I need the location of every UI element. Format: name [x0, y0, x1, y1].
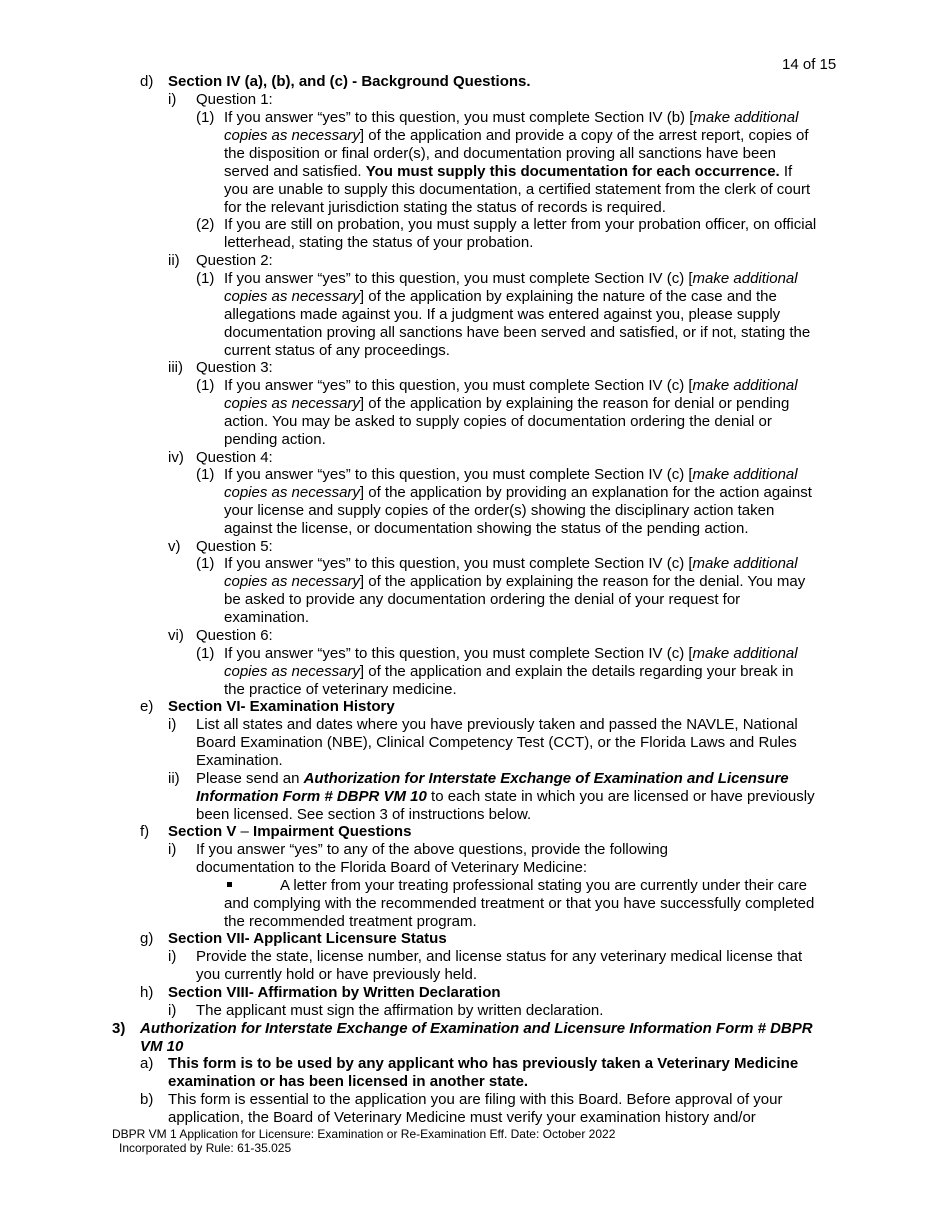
paragraph-line — [224, 109, 798, 127]
list-marker: h) — [140, 984, 154, 1001]
text: – — [236, 823, 254, 840]
paragraph-line: for the relevant jurisdiction stating the status of records is required. — [224, 199, 666, 216]
paragraph-line — [196, 770, 789, 788]
form-title: Information Form # DBPR VM 10 — [196, 788, 427, 805]
list-marker: (1) — [196, 377, 215, 394]
paragraph-line — [196, 788, 815, 806]
text: make additional — [692, 645, 798, 662]
paragraph-line — [224, 163, 792, 181]
paragraph-line: A letter from your treating professional stating you are currently under their care — [280, 877, 807, 894]
text: If you answer “yes” to this question, you must complete Section IV (c) [ — [224, 377, 693, 394]
text: copies as necessary — [224, 395, 360, 412]
text: copies as necessary — [224, 127, 360, 144]
paragraph-line: the recommended treatment program. — [224, 913, 477, 930]
text: make additional — [693, 109, 799, 126]
paragraph-line: action. You may be asked to supply copies of documentation ordering the denial or — [224, 413, 772, 430]
paragraph-line: current status of any proceedings. — [224, 342, 450, 359]
list-marker: a) — [140, 1055, 154, 1072]
paragraph-line — [224, 484, 812, 502]
question-title: Question 5: — [196, 538, 273, 555]
text: If you answer “yes” to this question, you must complete Section IV (c) [ — [224, 270, 693, 287]
list-marker: iii) — [168, 359, 183, 376]
paragraph-line: you are unable to supply this documentation, a certified statement from the clerk of court — [224, 181, 811, 198]
section-heading — [168, 823, 411, 841]
list-marker: (1) — [196, 645, 215, 662]
text: make additional — [692, 466, 798, 483]
text: make additional — [692, 555, 798, 572]
paragraph-line: be asked to provide any documentation ordering the denial of your request for — [224, 591, 741, 608]
paragraph-line: documentation proving all sanctions have been served and satisfied, or if not, stating the — [224, 324, 811, 341]
paragraph-line: you currently hold or have previously held. — [196, 966, 477, 983]
paragraph-line: examination or has been licensed in another state. — [168, 1073, 529, 1090]
paragraph-line: Provide the state, license number, and license status for any veterinary medical license that — [196, 948, 803, 965]
section-heading: Section VI- Examination History — [168, 698, 395, 715]
paragraph-line: If you are still on probation, you must supply a letter from your probation officer, on official — [224, 216, 817, 233]
paragraph-line: the practice of veterinary medicine. — [224, 681, 457, 698]
text: to each state in which you are licensed or have previously — [426, 788, 815, 805]
paragraph-line: letterhead, stating the status of your probation. — [224, 234, 534, 251]
text: make additional — [692, 270, 798, 287]
paragraph-line: This form is to be used by any applicant who has previously taken a Veterinary Medicine — [168, 1055, 799, 1072]
text: If you answer “yes” to this question, you must complete Section IV (b) [ — [224, 109, 694, 126]
paragraph-line: If you answer “yes” to any of the above questions, provide the following — [196, 841, 668, 858]
paragraph-line: the disposition or final order(s), and documentation proving all sanctions have been — [224, 145, 776, 162]
text: Section V — [168, 823, 237, 840]
paragraph-line — [224, 466, 798, 484]
text: ] of the application and provide a copy of the arrest report, copies of — [359, 127, 809, 144]
list-marker: ii) — [168, 770, 180, 787]
text: ] of the application by explaining the nature of the case and the — [359, 288, 777, 305]
paragraph-line: The applicant must sign the affirmation by written declaration. — [196, 1002, 604, 1019]
text: ] of the application by providing an explanation for the action against — [359, 484, 812, 501]
list-marker: (1) — [196, 270, 215, 287]
text: make additional — [692, 377, 798, 394]
list-marker: i) — [168, 1002, 177, 1019]
list-marker: (2) — [196, 216, 215, 233]
paragraph-line — [224, 573, 805, 591]
text: copies as necessary — [224, 288, 360, 305]
list-marker: i) — [168, 948, 177, 965]
paragraph-line: pending action. — [224, 431, 326, 448]
list-marker: (1) — [196, 466, 215, 483]
paragraph-line: been licensed. See section 3 of instructions below. — [196, 806, 532, 823]
paragraph-line: This form is essential to the application you are filing with this Board. Before approval of your — [168, 1091, 783, 1108]
question-title: Question 2: — [196, 252, 273, 269]
paragraph-line — [224, 395, 789, 413]
list-marker: 3) — [112, 1020, 126, 1037]
text: If you answer “yes” to this question, you must complete Section IV (c) [ — [224, 466, 693, 483]
text: copies as necessary — [224, 663, 360, 680]
footer-form-id: DBPR VM 1 Application for Licensure: Examination or Re-Examination Eff. Date: October 2022 — [112, 1127, 616, 1141]
list-marker: (1) — [196, 555, 215, 572]
list-marker: i) — [168, 841, 177, 858]
form-title: Authorization for Interstate Exchange of Examination and Licensure — [303, 770, 789, 787]
paragraph-line: documentation to the Florida Board of Veterinary Medicine: — [196, 859, 588, 876]
text: ] of the application by explaining the reason for the denial. You may — [359, 573, 806, 590]
paragraph-line — [224, 288, 777, 306]
text: If you answer “yes” to this question, you must complete Section IV (c) [ — [224, 555, 693, 572]
text: If you answer “yes” to this question, you must complete Section IV (c) [ — [224, 645, 693, 662]
paragraph-line — [224, 645, 798, 663]
question-title: Question 4: — [196, 449, 273, 466]
list-marker: v) — [168, 538, 181, 555]
text: ] of the application by explaining the reason for denial or pending — [359, 395, 790, 412]
list-marker: vi) — [168, 627, 184, 644]
footer-rule: Incorporated by Rule: 61-35.025 — [119, 1141, 292, 1155]
page-number: 14 of 15 — [782, 56, 837, 73]
paragraph-line: Board Examination (NBE), Clinical Competency Test (CCT), or the Florida Laws and Rules — [196, 734, 797, 751]
text: served and satisfied. — [224, 163, 366, 180]
paragraph-line — [224, 663, 794, 681]
paragraph-line: List all states and dates where you have previously taken and passed the NAVLE, National — [196, 716, 798, 733]
question-title: Question 1: — [196, 91, 273, 108]
question-title: Question 3: — [196, 359, 273, 376]
section-heading: VM 10 — [140, 1038, 184, 1055]
text: Impairment Questions — [253, 823, 412, 840]
paragraph-line: Examination. — [196, 752, 283, 769]
text: If — [779, 163, 793, 180]
section-heading: Section VIII- Affirmation by Written Declaration — [168, 984, 501, 1001]
paragraph-line: examination. — [224, 609, 310, 626]
section-heading: Section VII- Applicant Licensure Status — [168, 930, 447, 947]
question-title: Question 6: — [196, 627, 273, 644]
bullet-icon — [227, 877, 232, 895]
paragraph-line: application, the Board of Veterinary Medicine must verify your examination history and/or — [168, 1109, 756, 1126]
text: copies as necessary — [224, 484, 360, 501]
text: ] of the application and explain the details regarding your break in — [359, 663, 794, 680]
paragraph-line — [224, 377, 798, 395]
list-marker: ii) — [168, 252, 180, 269]
paragraph-line — [224, 270, 798, 288]
paragraph-line: allegations made against you. If a judgment was entered against you, please supply — [224, 306, 781, 323]
section-heading: Authorization for Interstate Exchange of Examination and Licensure Information Form # DBPR — [140, 1020, 813, 1037]
list-marker: i) — [168, 91, 177, 108]
list-marker: g) — [140, 930, 154, 947]
paragraph-line: your license and supply copies of the order(s) showing the disciplinary action taken — [224, 502, 775, 519]
list-marker: b) — [140, 1091, 154, 1108]
text: Please send an — [196, 770, 304, 787]
paragraph-line: and complying with the recommended treatment or that you have successfully completed — [224, 895, 815, 912]
paragraph-line: against the license, or documentation showing the status of the pending action. — [224, 520, 749, 537]
list-marker: f) — [140, 823, 150, 840]
list-marker: iv) — [168, 449, 184, 466]
list-marker: (1) — [196, 109, 215, 126]
list-marker: d) — [140, 73, 154, 90]
paragraph-line — [224, 127, 809, 145]
text: copies as necessary — [224, 573, 360, 590]
paragraph-line — [224, 555, 798, 573]
section-heading: Section IV (a), (b), and (c) - Background Questions. — [168, 73, 531, 90]
emphasis-text: You must supply this documentation for each occurrence. — [365, 163, 780, 180]
list-marker: i) — [168, 716, 177, 733]
list-marker: e) — [140, 698, 154, 715]
